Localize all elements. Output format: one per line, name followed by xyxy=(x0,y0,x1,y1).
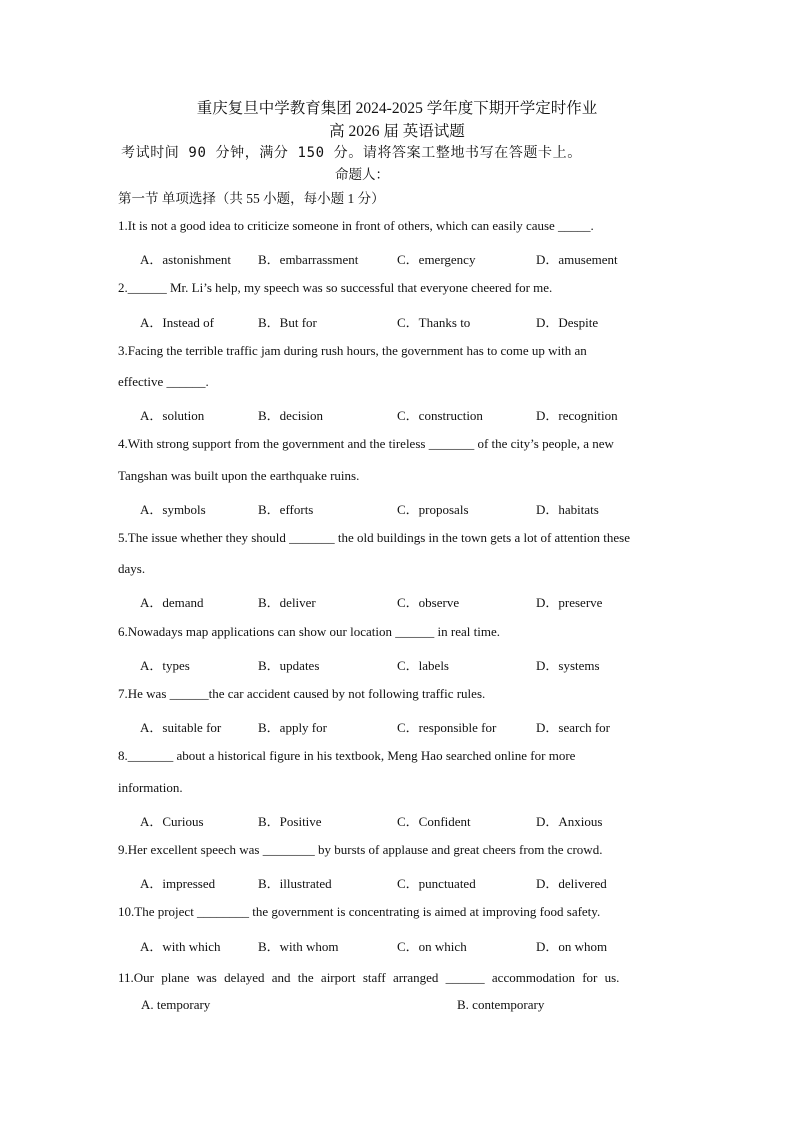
question-3-option-a: A．solution xyxy=(140,408,205,423)
question-4-option-a: A．symbols xyxy=(140,502,206,517)
question-3-stem-line-2: effective ______. xyxy=(118,374,209,389)
question-8-stem-line-2: information. xyxy=(118,780,183,795)
question-10-option-a: A．with which xyxy=(140,939,221,954)
question-2-option-b: B．But for xyxy=(258,315,317,330)
question-7-option-c: C．responsible for xyxy=(397,720,497,735)
exam-subtitle: 高 2026 届 英语试题 xyxy=(329,123,465,140)
question-6-stem: 6.Nowadays map applications can show our location ______ in real time. xyxy=(118,624,500,639)
question-10-option-d: D．on whom xyxy=(536,939,608,954)
question-10-option-b: B．with whom xyxy=(258,939,339,954)
question-2-option-a: A．Instead of xyxy=(140,315,215,330)
question-4-option-c: C．proposals xyxy=(397,502,469,517)
question-8-option-c: C．Confident xyxy=(397,814,471,829)
question-9-option-a: A．impressed xyxy=(140,876,216,891)
question-4-stem-line-1: 4.With strong support from the government and the tireless _______ of the city’s people, a new xyxy=(118,436,614,451)
question-3-option-c: C．construction xyxy=(397,408,483,423)
question-5-stem-line-2: days. xyxy=(118,561,146,576)
question-3-option-b: B．decision xyxy=(258,408,323,423)
question-5-option-a: A．demand xyxy=(140,595,204,610)
question-8-stem-line-1: 8._______ about a historical figure in his textbook, Meng Hao searched online for more xyxy=(118,748,576,763)
question-8-option-d: D．Anxious xyxy=(536,814,603,829)
exam-title: 重庆复旦中学教育集团 2024-2025 学年度下期开学定时作业 xyxy=(196,100,598,117)
question-7-option-b: B．apply for xyxy=(258,720,327,735)
question-11-option-b: B. contemporary xyxy=(457,997,545,1012)
question-1-stem: 1.It is not a good idea to criticize someone in front of others, which can easily cause _____. xyxy=(118,218,594,233)
question-6-option-c: C．labels xyxy=(397,658,449,673)
question-4-option-d: D．habitats xyxy=(536,502,599,517)
question-9-option-c: C．punctuated xyxy=(397,876,476,891)
question-11-stem: 11.Our plane was delayed and the airport staff arranged ______ accommodation for us. xyxy=(118,970,620,985)
question-1-option-b: B．embarrassment xyxy=(258,252,359,267)
question-6-option-b: B．updates xyxy=(258,658,320,673)
question-4-stem-line-2: Tangshan was built upon the earthquake ruins. xyxy=(118,468,360,483)
question-1-option-c: C．emergency xyxy=(397,252,476,267)
question-9-option-b: B．illustrated xyxy=(258,876,332,891)
question-3-stem-line-1: 3.Facing the terrible traffic jam during rush hours, the government has to come up with an xyxy=(118,343,587,358)
question-10-option-c: C．on which xyxy=(397,939,467,954)
exam-author: 命题人： xyxy=(335,167,389,183)
question-5-option-d: D．preserve xyxy=(536,595,603,610)
question-7-stem: 7.He was ______the car accident caused by not following traffic rules. xyxy=(118,686,486,701)
question-8-option-a: A．Curious xyxy=(140,814,204,829)
question-1-option-a: A．astonishment xyxy=(140,252,231,267)
question-9-option-d: D．delivered xyxy=(536,876,607,891)
question-11-option-a: A. temporary xyxy=(141,997,211,1012)
question-8-option-b: B．Positive xyxy=(258,814,322,829)
question-10-stem: 10.The project ________ the government is concentrating is aimed at improving food safety. xyxy=(118,904,601,919)
question-6-option-a: A．types xyxy=(140,658,190,673)
section-heading: 第一节 单项选择（共 55 小题，每小题 1 分） xyxy=(118,191,385,206)
question-9-stem: 9.Her excellent speech was ________ by bursts of applause and great cheers from the crowd. xyxy=(118,842,603,857)
exam-instructions: 考试时间 90 分钟，满分 150 分。请将答案工整地书写在答题卡上。 xyxy=(121,145,582,161)
question-5-option-b: B．deliver xyxy=(258,595,316,610)
question-3-option-d: D．recognition xyxy=(536,408,618,423)
question-7-option-d: D．search for xyxy=(536,720,610,735)
question-6-option-d: D．systems xyxy=(536,658,600,673)
question-1-option-d: D．amusement xyxy=(536,252,618,267)
question-2-stem: 2.______ Mr. Li’s help, my speech was so successful that everyone cheered for me. xyxy=(118,280,553,295)
question-4-option-b: B．efforts xyxy=(258,502,314,517)
question-2-option-c: C．Thanks to xyxy=(397,315,471,330)
question-5-stem-line-1: 5.The issue whether they should _______ the old buildings in the town gets a lot of attention these xyxy=(118,530,630,545)
question-5-option-c: C．observe xyxy=(397,595,460,610)
question-7-option-a: A．suitable for xyxy=(140,720,222,735)
question-2-option-d: D．Despite xyxy=(536,315,599,330)
